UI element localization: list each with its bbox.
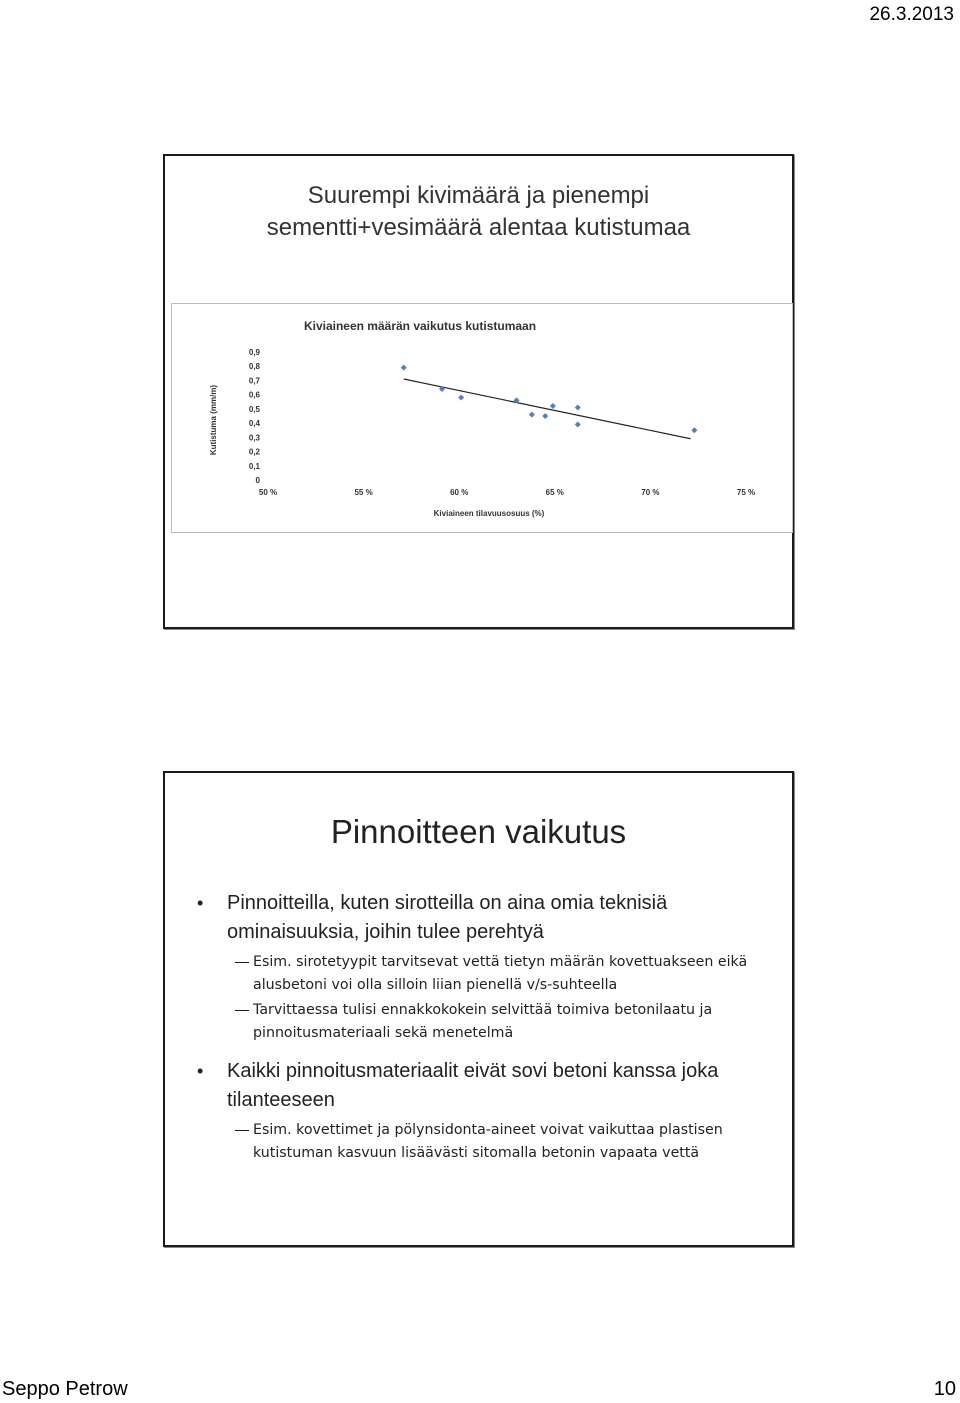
page-date: 26.3.2013	[869, 4, 954, 25]
sub-bullet-text: Esim. kovettimet ja pölynsidonta-aineet voivat vaikuttaa plastisen kutistuman kasvuun lisäävästi sitomalla betonin vapaata vettä	[253, 1122, 723, 1161]
trendline	[404, 379, 691, 439]
data-point	[529, 412, 535, 418]
y-tick-label: 0,6	[248, 390, 260, 400]
y-axis-label: Kutistuma (mm/m)	[209, 384, 218, 456]
data-point	[550, 403, 556, 409]
bullet-text: Kaikki pinnoitusmateriaalit eivät sovi betoni kanssa joka tilanteeseen	[227, 1060, 719, 1111]
bullet-text: Pinnoitteilla, kuten sirotteilla on aina omia teknisiä ominaisuuksia, joihin tulee perehtyä	[227, 892, 668, 943]
sub-bullet-item	[197, 951, 767, 997]
y-tick-label: 0,3	[248, 433, 260, 443]
dash-icon	[235, 962, 249, 963]
x-tick-label: 65 %	[545, 488, 564, 497]
y-tick-label: 0,4	[248, 419, 260, 429]
scatter-chart	[172, 304, 792, 532]
x-tick-label: 55 %	[354, 488, 373, 497]
data-point	[575, 422, 581, 428]
x-tick-label: 50 %	[258, 488, 278, 497]
data-point	[542, 413, 548, 419]
slide-title-line-2: sementti+vesimäärä alentaa kutistumaa	[266, 214, 691, 241]
sub-bullet-item	[197, 999, 767, 1045]
x-tick-label: 70 %	[641, 488, 660, 497]
slide-title	[165, 180, 792, 244]
data-point	[575, 404, 581, 410]
data-point	[691, 427, 697, 433]
slide-coating-effect	[163, 771, 794, 1247]
bullet-item	[197, 1057, 767, 1115]
slide-content	[197, 889, 767, 1167]
sub-bullet-text: Tarvittaessa tulisi ennakkokokein selvittää toimiva betonilaatu ja pinnoitusmateriaali sekä menetelmä	[253, 1002, 713, 1041]
x-tick-label: 75 %	[736, 488, 756, 497]
page-number: 10	[933, 1378, 956, 1400]
y-tick-label: 0,9	[248, 348, 260, 357]
y-tick-label: 0,2	[248, 447, 260, 457]
y-tick-label: 0,7	[248, 376, 260, 386]
bullet-dot-icon: •	[197, 893, 204, 913]
slide-title-line-1: Suurempi kivimäärä ja pienempi	[307, 182, 650, 209]
bullet-item	[197, 889, 767, 947]
chart-frame	[171, 303, 793, 533]
x-axis-label: Kiviaineen tilavuusosuus (%)	[433, 509, 545, 518]
bullet-dot-icon: •	[197, 1061, 204, 1081]
y-tick-label: 0,5	[248, 404, 260, 414]
dash-icon	[235, 1130, 249, 1131]
y-tick-label: 0	[255, 476, 260, 485]
data-point	[401, 365, 407, 371]
y-tick-label: 0,1	[248, 461, 260, 471]
x-tick-label: 60 %	[450, 488, 469, 497]
slide-title: Pinnoitteen vaikutus	[330, 813, 627, 850]
chart-title: Kiviaineen määrän vaikutus kutistumaan	[303, 319, 537, 333]
sub-bullet-text: Esim. sirotetyypit tarvitsevat vettä tietyn määrän kovettuakseen eikä alusbetoni voi olla silloin liian pienellä v/s-suhteella	[253, 954, 748, 993]
data-point	[458, 395, 464, 401]
y-tick-label: 0,8	[248, 362, 260, 372]
dash-icon	[235, 1010, 249, 1011]
footer-author: Seppo Petrow	[2, 1378, 128, 1400]
sub-bullet-item	[197, 1119, 767, 1165]
slide-shrinkage-chart	[163, 154, 794, 629]
